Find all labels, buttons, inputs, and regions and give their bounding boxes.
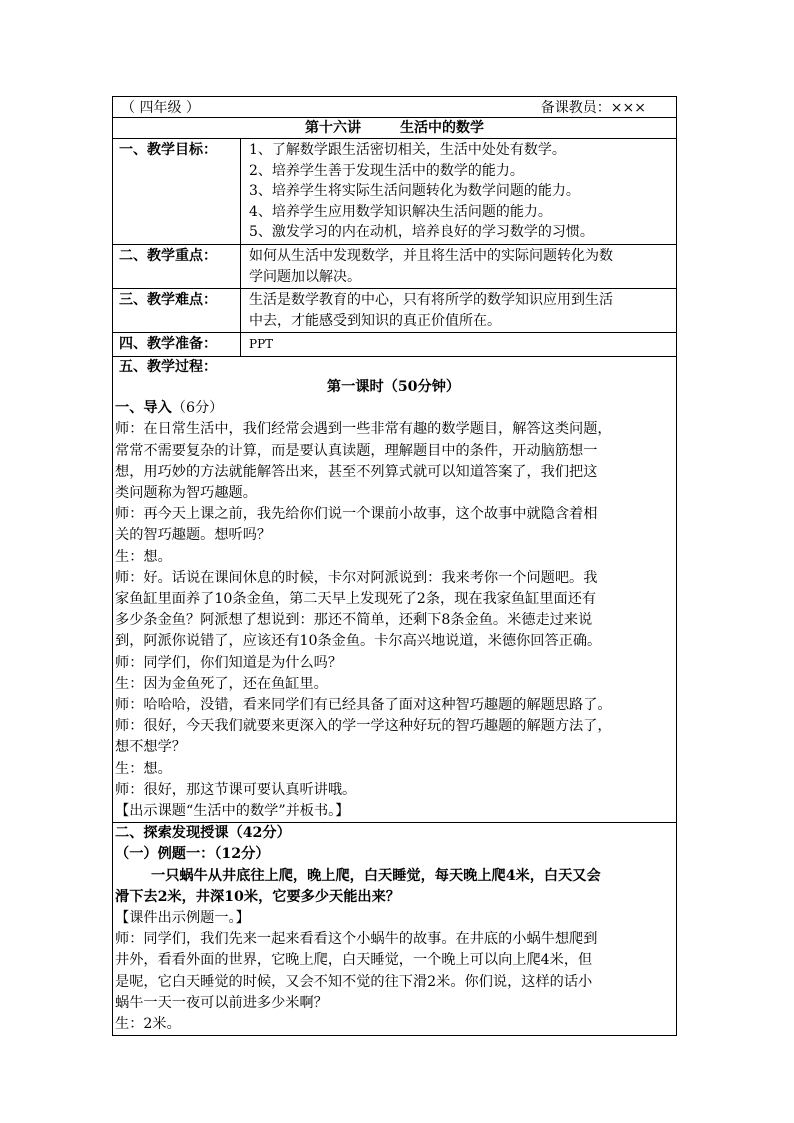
objectives-label: 一、教学目标： [113,139,241,244]
preparation-value: PPT [249,337,274,352]
problem-line: 滑下去2米，井深10米，它要多少天能出来？ [115,888,400,905]
difficulties-line: 生活是数学教育的中心，只有将所学的数学知识应用到生活 [249,292,613,309]
intro-line: 想，用巧妙的方法就能解答出来，甚至不列算式就可以知道答案了，我们把这 [115,463,598,480]
difficulties-text [241,289,676,332]
difficulties-label: 三、教学难点： [113,289,241,332]
explore-line: 是呢，它白天睡觉的时候，又会不知不觉的往下滑2米。你们说，这样的话小 [115,973,593,990]
explore-line: 蜗牛一天一夜可以前进多少米啊？ [115,994,328,1011]
intro-line: 师：再今天上课之前，我先给你们说一个课前小故事，这个故事中就隐含着相 [115,506,598,523]
intro-line: 想不想学？ [115,739,186,756]
key-points-text [241,245,676,288]
intro-line: 生：想。 [115,760,172,777]
explore-line: 师：同学们，我们先来一起来看看这个小蜗牛的故事。在井底的小蜗牛想爬到 [115,931,598,948]
difficulties-row [113,289,676,333]
difficulties-line: 中去，才能感受到知识的真正价值所在。 [249,312,501,329]
lesson-plan-table [112,96,677,1036]
explore-section [113,823,676,1035]
key-points-label: 二、教学重点： [113,245,241,288]
key-points-line: 学问题加以解决。 [249,268,361,285]
intro-line: 到，阿派你说错了，应该还有10条金鱼。卡尔高兴地说道，米德你回答正确。 [115,633,602,650]
intro-line: 生：因为金鱼死了，还在鱼缸里。 [115,675,328,692]
intro-line: 师：很好，今天我们就要来更深入的学一学这种好玩的智巧趣题的解题方法了， [115,718,612,735]
problem-line: 一只蜗牛从井底往上爬，晚上爬，白天睡觉，每天晚上爬4米，白天又会 [151,867,601,884]
key-points-row [113,245,676,289]
intro-heading [115,398,672,419]
intro-line: 师：同学们，你们知道是为什么吗？ [115,654,343,671]
explore-line: 生：2米。 [115,1016,181,1033]
intro-heading-text: 一、导入 [115,400,172,417]
intro-line: 师：哈哈哈，没错，看来同学们有已经具备了面对这种智巧趣题的解题思路了。 [115,696,612,713]
header-row [113,97,676,118]
explore-line: 【课件出示例题一。】 [115,910,250,927]
intro-time: （6分） [171,400,224,417]
intro-line: 师：很好，那这节课可要认真听讲哦。 [115,781,357,798]
explore-heading: 二、探索发现授课（42分） [115,825,291,842]
period-title: 第一课时（50分钟） [326,378,461,395]
intro-line: 生：想。 [115,548,172,565]
key-points-line: 如何从生活中发现数学，并且将生活中的实际问题转化为数 [249,247,613,264]
explore-line: 井外，看看外面的世界，它晚上爬，白天睡觉，一个晚上可以向上爬4米，但 [115,952,593,969]
intro-line: 师：在日常生活中，我们经常会遇到一些非常有趣的数学题目，解答这类问题， [115,421,612,438]
objective-item: 5、激发学习的内在动机，培养良好的学习数学的习惯。 [249,224,594,241]
objectives-list [241,139,676,244]
preparation-label: 四、教学准备： [113,333,241,356]
grade-label: （ 四年级 ） [121,100,200,116]
intro-line: 【出示课题“生活中的数学”并板书。】 [115,803,350,819]
intro-line: 家鱼缸里面养了10条金鱼，第二天早上发现死了2条，现在我家鱼缸里面还有 [115,590,597,607]
preparation-row [113,333,676,357]
objective-item: 3、培养学生将实际生活问题转化为数学问题的能力。 [249,183,580,200]
process-section [113,357,676,823]
objective-item: 4、培养学生应用数学知识解决生活问题的能力。 [249,203,552,220]
objective-item: 2、培养学生善于发现生活中的数学的能力。 [249,162,524,179]
objective-item: 1、了解数学跟生活密切相关，生活中处处有数学。 [249,142,566,158]
intro-line: 关的智巧趣题。想听吗？ [115,527,272,544]
process-label: 五、教学过程： [119,358,217,375]
intro-line: 类问题称为智巧趣题。 [115,484,257,501]
example-title: （一）例题一：（12分） [115,846,270,863]
intro-line: 师：好。话说在课间休息的时候，卡尔对阿派说到：我来考你一个问题吧。我 [115,569,598,586]
intro-line: 常常不需要复杂的计算，而是要认真读题，理解题目中的条件，开动脑筋想一 [115,442,598,459]
lesson-title: 第十六讲 生活中的数学 [113,118,676,139]
objectives-row [113,139,676,245]
teacher-label: 备课教员：××× [540,100,646,116]
intro-line: 多少条金鱼？阿派想了想说到：那还不简单，还剩下8条金鱼。米德走过来说 [115,612,593,629]
